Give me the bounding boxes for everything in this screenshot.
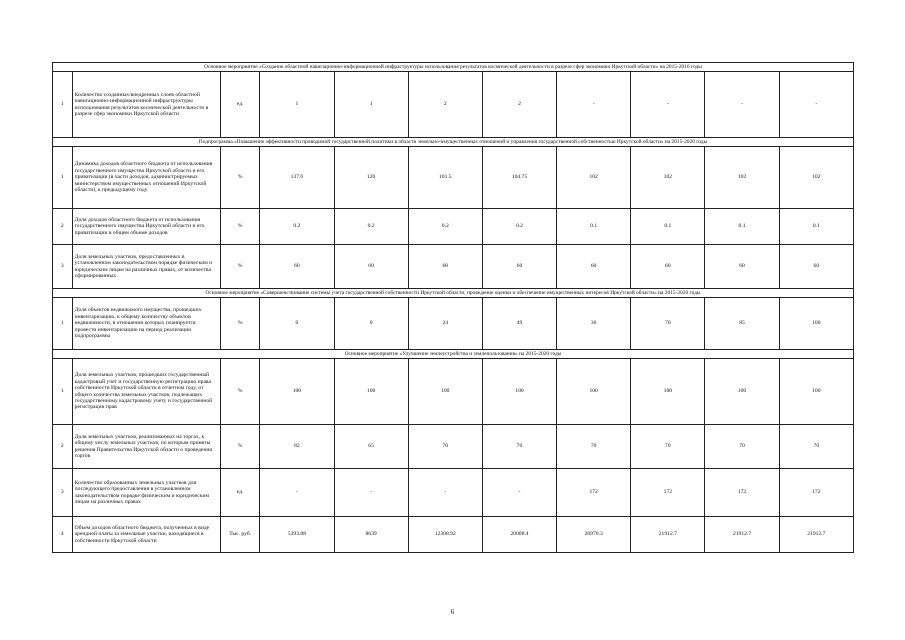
table-row xyxy=(53,517,854,553)
value-cell: 100 xyxy=(260,359,334,425)
row-number: 1 xyxy=(53,359,73,425)
unit-cell: % xyxy=(221,245,260,289)
row-number: 1 xyxy=(53,298,73,350)
value-cell: 100 xyxy=(631,359,705,425)
table-body xyxy=(53,63,854,553)
section-header-row xyxy=(53,350,854,359)
value-cell: - xyxy=(631,72,705,138)
value-cell: 120 xyxy=(334,147,408,209)
value-cell: 100 xyxy=(334,359,408,425)
value-cell: - xyxy=(779,72,853,138)
section-title: Основное мероприятие «Улучшение землеустройства и землепользования» на 2015-2020 годы xyxy=(53,350,854,359)
unit-cell: % xyxy=(221,298,260,350)
page-number: 6 xyxy=(450,608,455,616)
row-number: 2 xyxy=(53,209,73,245)
unit-cell: ед. xyxy=(221,469,260,517)
value-cell: 70 xyxy=(779,425,853,469)
value-cell: 100 xyxy=(779,298,853,350)
value-cell: - xyxy=(260,469,334,517)
table-row xyxy=(53,72,854,138)
value-cell: 0.1 xyxy=(557,209,631,245)
value-cell: 137.6 xyxy=(260,147,334,209)
value-cell: 8639 xyxy=(334,517,408,553)
section-title: Подпрограмма «Повышение эффективности проводимой государственной политики в области земельно-имущественных отношений и управления государственной собственностью Иркутской области» на 2015-2020 годы xyxy=(53,138,854,147)
section-header-row xyxy=(53,289,854,298)
value-cell: 104.75 xyxy=(482,147,556,209)
row-number: 3 xyxy=(53,245,73,289)
section-header-row xyxy=(53,63,854,72)
value-cell: 101.5 xyxy=(408,147,482,209)
value-cell: 172 xyxy=(705,469,779,517)
table-row xyxy=(53,425,854,469)
value-cell: 60 xyxy=(408,245,482,289)
indicators-table xyxy=(52,62,854,553)
value-cell: 0.2 xyxy=(408,209,482,245)
value-cell: 82 xyxy=(260,425,334,469)
value-cell: 2 xyxy=(408,72,482,138)
value-cell: 24 xyxy=(408,298,482,350)
value-cell: 0.1 xyxy=(631,209,705,245)
value-cell: 0 xyxy=(334,298,408,350)
value-cell: 100 xyxy=(779,359,853,425)
value-cell: 65 xyxy=(334,425,408,469)
value-cell: 36 xyxy=(557,298,631,350)
indicator-name: Количество созданных/внедренных слоев областной навигационно-информационной инфраструктуры использования результатов космической деятельности в разрезе сфер экономики Иркутской области xyxy=(72,72,220,138)
value-cell: 1 xyxy=(334,72,408,138)
value-cell: 21912.7 xyxy=(631,517,705,553)
value-cell: 0.2 xyxy=(260,209,334,245)
value-cell: 102 xyxy=(705,147,779,209)
value-cell: 60 xyxy=(779,245,853,289)
indicator-name: Объем доходов областного бюджета, полученных в виде арендной платы за земельные участки, находящиеся в собственности Иркутской области xyxy=(72,517,220,553)
value-cell: 100 xyxy=(482,359,556,425)
value-cell: 100 xyxy=(705,359,779,425)
row-number: 2 xyxy=(53,425,73,469)
row-number: 3 xyxy=(53,469,73,517)
value-cell: 0.2 xyxy=(334,209,408,245)
indicator-name: Доля земельных участков, реализованных на торгах, к общему числу земельных участков, по которым приняты решения Правительства Иркутской области о проведении торгов xyxy=(72,425,220,469)
indicator-name: Доля доходов областного бюджета от использования государственного имущества Иркутской области и его приватизации в общем объеме доходов xyxy=(72,209,220,245)
value-cell: 1 xyxy=(260,72,334,138)
value-cell: 172 xyxy=(631,469,705,517)
value-cell: 20008.4 xyxy=(482,517,556,553)
indicator-name: Динамика доходов областного бюджета от использования государственного имущества Иркутской области и его приватизации (в части доходов, администрируемых министерством имущественных отношений Иркутской области), к предыдущему году xyxy=(72,147,220,209)
unit-cell: % xyxy=(221,147,260,209)
table-row xyxy=(53,359,854,425)
table-row xyxy=(53,245,854,289)
value-cell: - xyxy=(482,469,556,517)
section-title: Основное мероприятие «Совершенствование системы учета государственной собственности Иркутской области, проведение оценки и обеспечение имущественных интересов Иркутской области» на 2015-2020 годы xyxy=(53,289,854,298)
value-cell: 21912.7 xyxy=(779,517,853,553)
indicator-name: Количество образованных земельных участков для последующего предоставления в установленном законодательством порядке физическим и юридическим лицам на различных правах xyxy=(72,469,220,517)
value-cell: 0.2 xyxy=(482,209,556,245)
value-cell: 70 xyxy=(557,425,631,469)
value-cell: 0 xyxy=(260,298,334,350)
value-cell: 100 xyxy=(408,359,482,425)
unit-cell: % xyxy=(221,209,260,245)
value-cell: 70 xyxy=(482,425,556,469)
table-row xyxy=(53,469,854,517)
value-cell: 60 xyxy=(557,245,631,289)
value-cell: 85 xyxy=(705,298,779,350)
value-cell: 102 xyxy=(779,147,853,209)
value-cell: 172 xyxy=(557,469,631,517)
value-cell: - xyxy=(705,72,779,138)
value-cell: 12308.92 xyxy=(408,517,482,553)
row-number: 4 xyxy=(53,517,73,553)
value-cell: 21912.7 xyxy=(705,517,779,553)
value-cell: - xyxy=(408,469,482,517)
value-cell: 60 xyxy=(482,245,556,289)
value-cell: 100 xyxy=(557,359,631,425)
value-cell: 2 xyxy=(482,72,556,138)
indicator-name: Доля земельных участков, прошедших государственный кадастровый учет и государственную регистрацию права собственности Иркутской области в отчетном году, от общего количества земельных участков, подлежащих государственному кадастровому учету и государственной регистрации прав xyxy=(72,359,220,425)
value-cell: 20970.3 xyxy=(557,517,631,553)
row-number: 1 xyxy=(53,72,73,138)
table-row xyxy=(53,298,854,350)
value-cell: 70 xyxy=(705,425,779,469)
row-number: 1 xyxy=(53,147,73,209)
value-cell: 70 xyxy=(631,425,705,469)
indicator-name: Доля земельных участков, предоставленных в установленном законодательством порядке физическим и юридическим лицам на различных правах, от количества сформированных xyxy=(72,245,220,289)
unit-cell: ед. xyxy=(221,72,260,138)
value-cell: 0.1 xyxy=(779,209,853,245)
value-cell: - xyxy=(334,469,408,517)
value-cell: 172 xyxy=(779,469,853,517)
section-header-row xyxy=(53,138,854,147)
value-cell: 60 xyxy=(631,245,705,289)
table-row xyxy=(53,147,854,209)
value-cell: 5393.88 xyxy=(260,517,334,553)
value-cell: 60 xyxy=(705,245,779,289)
unit-cell: % xyxy=(221,359,260,425)
value-cell: 102 xyxy=(557,147,631,209)
indicator-name: Доля объектов недвижимого имущества, прошедших инвентаризацию, к общему количеству объектов недвижимости, в отношении которых планируется провести инвентаризацию на период реализации подпрограммы xyxy=(72,298,220,350)
value-cell: 49 xyxy=(482,298,556,350)
unit-cell: Тыс. руб. xyxy=(221,517,260,553)
value-cell: 0.1 xyxy=(705,209,779,245)
value-cell: - xyxy=(557,72,631,138)
value-cell: 102 xyxy=(631,147,705,209)
table-row xyxy=(53,209,854,245)
unit-cell: % xyxy=(221,425,260,469)
value-cell: 60 xyxy=(334,245,408,289)
value-cell: 70 xyxy=(408,425,482,469)
value-cell: 70 xyxy=(631,298,705,350)
value-cell: 60 xyxy=(260,245,334,289)
section-title: Основное мероприятие «Создание областной навигационно-информационной инфраструктуры использования результатов космической деятельности в разрезе сфер экономики Иркутской области» на 2015-2016 годы xyxy=(53,63,854,72)
